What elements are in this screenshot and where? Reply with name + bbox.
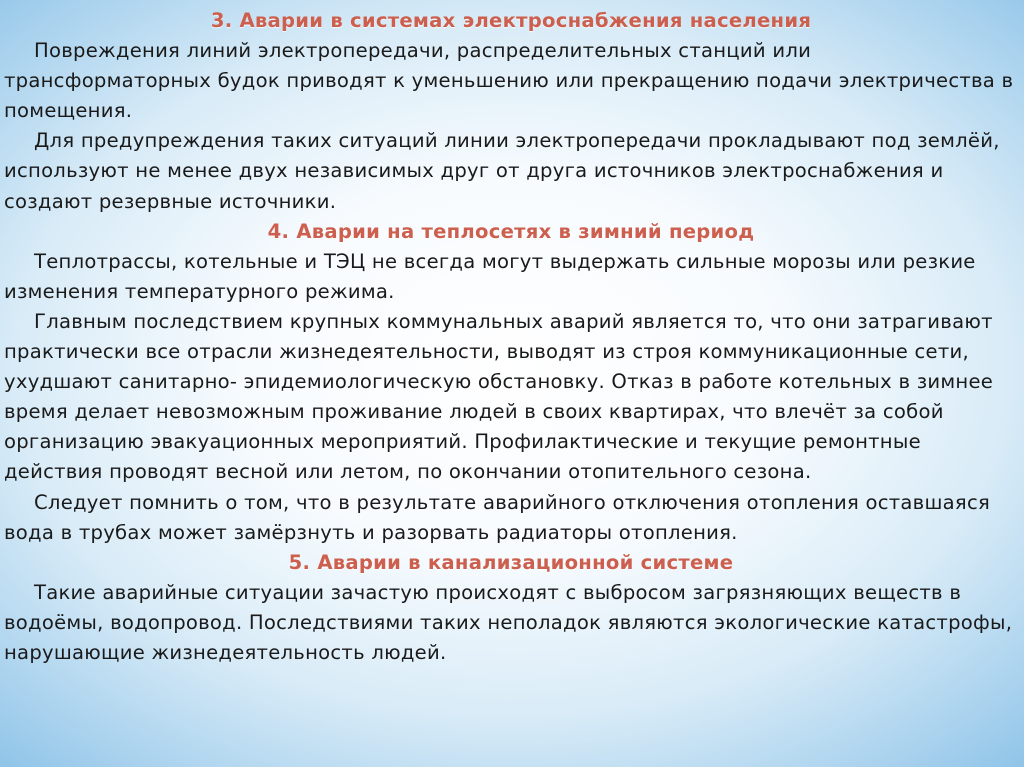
paragraph-heating-consequences: Главным последствием крупных коммунальных аварий является то, что они затрагивают практически все отрасли жизнедеятельности, выводят из строя коммуникационные сети, ухудшают санитарно- эпидемиологическую обстановку. Отказ в работе котельных в зимнее время делает невозможным проживание людей в своих квартирах, что влечёт за собой организацию эвакуационных мероприятий. Профилактические и текущие ремонтные действия проводят весной или летом, по окончании отопительного сезона. [4,309,994,484]
paragraph-electricity-prevention: Для предупреждения таких ситуаций линии электропередачи прокладывают под землёй, используют не менее двух независимых друг от друга источников электроснабжения и создают резервные источники. [4,129,1000,213]
section-heading-sewage: 5. Аварии в канализационной системе [288,550,734,574]
section-heading-heating: 4. Аварии на теплосетях в зимний период [267,219,755,243]
slide-content [4,6,1018,668]
section-heading-electricity: 3. Аварии в системах электроснабжения населения [210,9,812,32]
paragraph-sewage-consequences: Такие аварийные ситуации зачастую происходят с выбросом загрязняющих веществ в водоёмы, водопровод. Последствиями таких неполадок являются экологические катастрофы, нарушающие жизнедеятельность людей. [4,580,1013,664]
paragraph-electricity-damage: Повреждения линий электропередачи, распределительных станций или трансформаторных будок приводят к уменьшению или прекращению подачи электричества в помещения. [4,39,1014,123]
paragraph-heating-warning: Следует помнить о том, что в результате аварийного отключения отопления оставшаяся вода в трубах может замёрзнуть и разорвать радиаторы отопления. [4,490,991,544]
paragraph-heating-frost: Теплотрассы, котельные и ТЭЦ не всегда могут выдержать сильные морозы или резкие изменения температурного режима. [4,249,976,303]
